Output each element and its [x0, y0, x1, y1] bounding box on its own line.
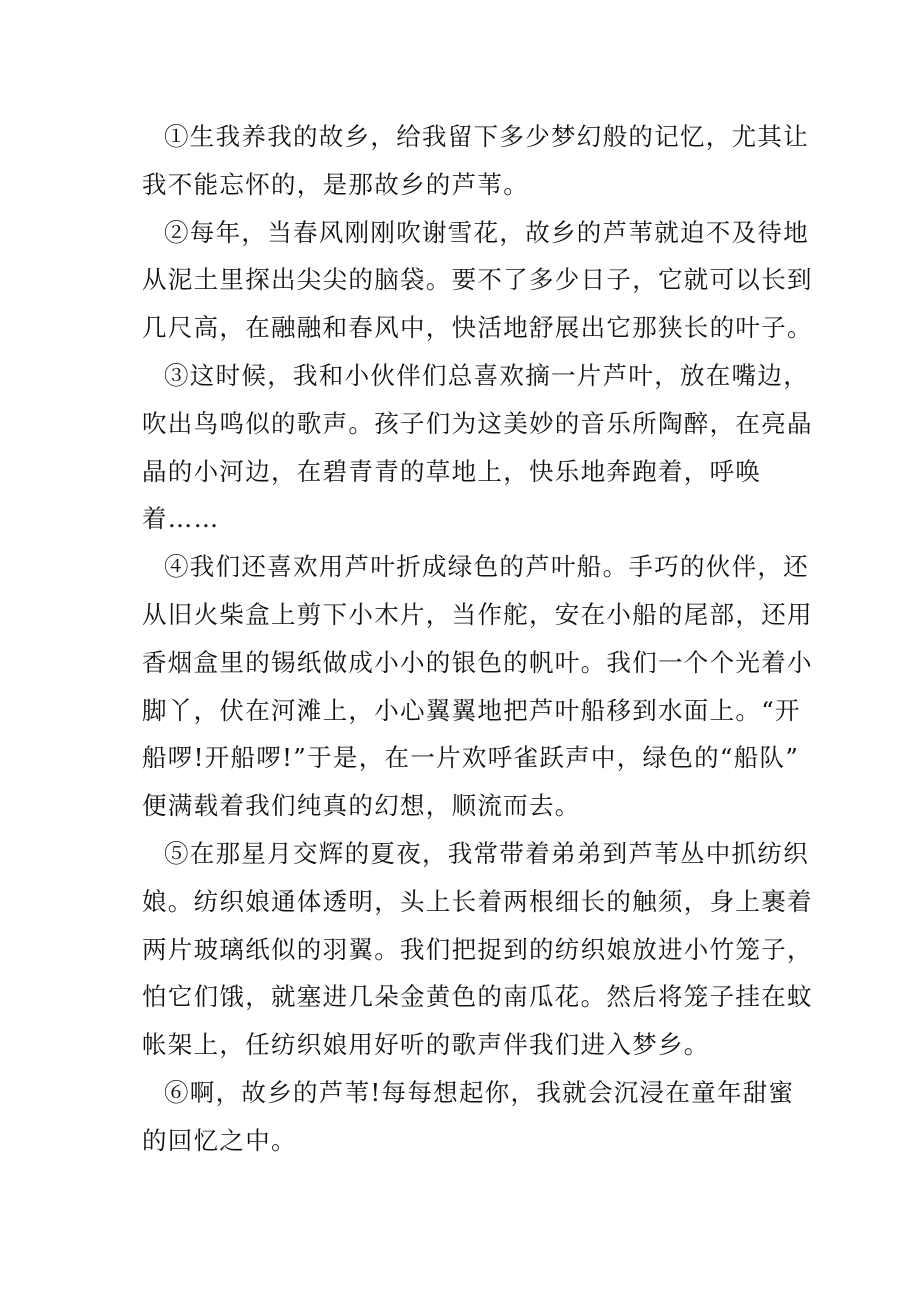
text-line: 我不能忘怀的，是那故乡的芦苇。 [142, 169, 529, 199]
paragraph-3 [142, 352, 813, 543]
text-line: 从旧火柴盒上剪下小木片，当作舵，安在小船的尾部，还用 [142, 599, 813, 629]
text-line: 香烟盒里的锡纸做成小小的银色的帆叶。我们一个个光着小 [142, 647, 813, 677]
paragraph-1 [142, 113, 809, 209]
text-line: 怕它们饿，就塞进几朵金黄色的南瓜花。然后将笼子挂在蚊 [142, 982, 813, 1012]
text-line: 帐架上，任纺织娘用好听的歌声伴我们进入梦乡。 [142, 1030, 710, 1060]
text-line: ③这时候，我和小伙伴们总喜欢摘一片芦叶，放在嘴边， [164, 360, 809, 390]
paragraph-2 [142, 209, 813, 352]
text-line: ②每年，当春风刚刚吹谢雪花，故乡的芦苇就迫不及待地 [164, 217, 809, 247]
text-line: ⑥啊，故乡的芦苇!每每想起你，我就会沉浸在童年甜蜜 [164, 1077, 795, 1107]
text-line: 几尺高，在融融和春风中，快活地舒展出它那狭长的叶子。 [142, 313, 813, 343]
paragraph-4 [142, 543, 813, 830]
text-line: 晶的小河边，在碧青青的草地上，快乐地奔跑着，呼唤 [142, 456, 762, 486]
text-line: ④我们还喜欢用芦叶折成绿色的芦叶船。手巧的伙伴，还 [164, 552, 809, 582]
paragraph-6 [142, 1069, 795, 1165]
text-line: 从泥土里探出尖尖的脑袋。要不了多少日子，它就可以长到 [142, 265, 813, 295]
text-line: 娘。纺织娘通体透明，头上长着两根细长的触须，身上裹着 [142, 886, 813, 916]
text-line: ⑤在那星月交辉的夏夜，我常带着弟弟到芦苇丛中抓纺织 [164, 838, 809, 868]
text-line: 的回忆之中。 [142, 1125, 297, 1155]
text-line: ①生我养我的故乡，给我留下多少梦幻般的记忆，尤其让 [164, 122, 809, 151]
text-line: 着…… [142, 504, 220, 534]
paragraph-5 [142, 830, 813, 1069]
text-line: 吹出鸟鸣似的歌声。孩子们为这美妙的音乐所陶醉，在亮晶 [142, 408, 813, 438]
text-line: 便满载着我们纯真的幻想，顺流而去。 [142, 791, 581, 821]
text-line: 两片玻璃纸似的羽翼。我们把捉到的纺织娘放进小竹笼子， [142, 934, 813, 964]
document-page [142, 113, 813, 1165]
text-line: 脚丫，伏在河滩上，小心翼翼地把芦叶船移到水面上。“开 [142, 695, 801, 725]
text-line: 船啰!开船啰!”于是，在一片欢呼雀跃声中，绿色的“船队” [142, 743, 800, 773]
